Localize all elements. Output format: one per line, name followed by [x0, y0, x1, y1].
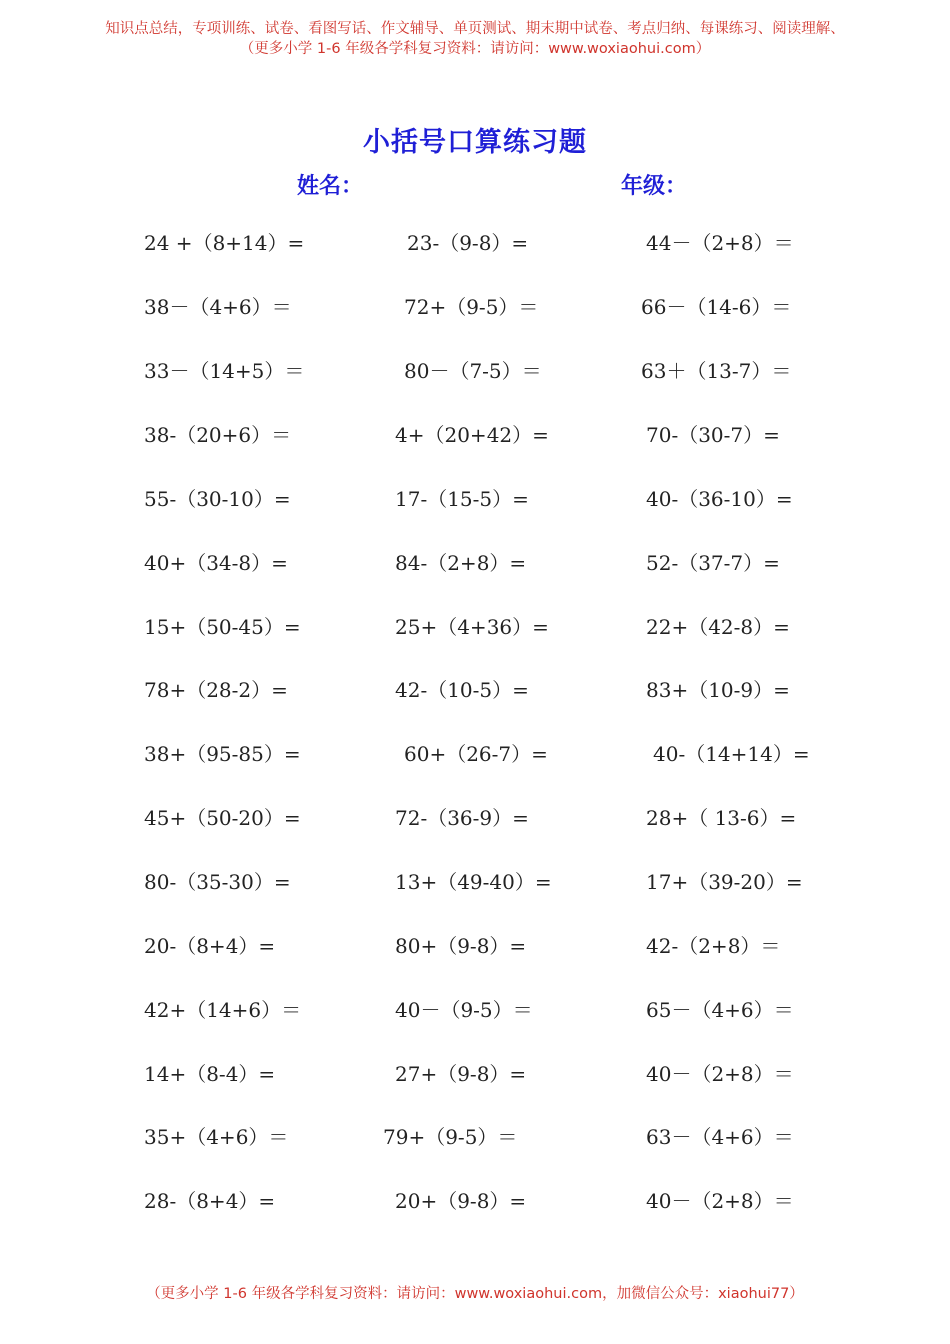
problem-item: 72+（9-5）＝	[404, 295, 539, 319]
problem-item: 14+（8-4）=	[144, 1062, 276, 1086]
problem-item: 55-（30-10）=	[144, 487, 291, 511]
problem-item: 40－（2+8）＝	[646, 1189, 794, 1213]
problem-item: 40－（9-5）＝	[395, 998, 533, 1022]
problem-item: 72-（36-9）=	[395, 806, 529, 830]
problem-item: 65－（4+6）＝	[646, 998, 794, 1022]
problem-item: 17-（15-5）=	[395, 487, 529, 511]
problem-item: 80-（35-30）=	[144, 870, 291, 894]
header-website-line: （更多小学 1-6 年级各学科复习资料：请访问：www.woxiaohui.com）	[239, 41, 711, 57]
problem-item: 63－（4+6）＝	[646, 1125, 794, 1149]
problem-item: 83+（10-9）=	[646, 678, 790, 702]
problem-item: 28+（ 13-6）=	[646, 806, 797, 830]
name-label: 姓名：	[297, 173, 364, 199]
problem-item: 13+（49-40）=	[395, 870, 552, 894]
problem-item: 42-（10-5）=	[395, 678, 529, 702]
problem-item: 45+（50-20）=	[144, 806, 301, 830]
problem-item: 80－（7-5）＝	[404, 359, 542, 383]
problem-item: 20+（9-8）=	[395, 1189, 527, 1213]
problem-item: 70-（30-7）=	[646, 423, 780, 447]
problem-item: 40-（14+14）=	[653, 742, 810, 766]
problem-item: 40－（2+8）＝	[646, 1062, 794, 1086]
problem-item: 22+（42-8）=	[646, 615, 790, 639]
problem-item: 28-（8+4）=	[144, 1189, 276, 1213]
problem-item: 25+（4+36）=	[395, 615, 549, 639]
problem-item: 44－（2+8）＝	[646, 231, 794, 255]
problem-item: 23-（9-8）=	[407, 231, 529, 255]
problem-item: 27+（9-8）=	[395, 1062, 527, 1086]
problem-item: 42+（14+6）＝	[144, 998, 302, 1022]
problem-item: 40+（34-8）=	[144, 551, 288, 575]
problem-item: 38-（20+6）＝	[144, 423, 292, 447]
problem-item: 20-（8+4）=	[144, 934, 276, 958]
problem-item: 80+（9-8）=	[395, 934, 527, 958]
problem-item: 35+（4+6）＝	[144, 1125, 289, 1149]
problem-item: 38－（4+6）＝	[144, 295, 292, 319]
grade-label: 年级：	[621, 173, 688, 199]
problem-item: 52-（37-7）=	[646, 551, 780, 575]
header-resources-line: 知识点总结，专项训练、试卷、看图写话、作文辅导、单页测试、期末期中试卷、考点归纳、每课练习、阅读理解、	[105, 21, 845, 37]
problem-item: 24 +（8+14）=	[144, 231, 305, 255]
problem-item: 84-（2+8）=	[395, 551, 527, 575]
problem-item: 38+（95-85）=	[144, 742, 301, 766]
page-title: 小括号口算练习题	[363, 127, 587, 158]
problem-item: 63＋（13-7）＝	[641, 359, 792, 383]
problem-item: 17+（39-20）=	[646, 870, 803, 894]
problem-item: 66－（14-6）＝	[641, 295, 792, 319]
problem-item: 60+（26-7）=	[404, 742, 548, 766]
footer-website-line: （更多小学 1-6 年级各学科复习资料：请访问：www.woxiaohui.com，加微信公众号：xiaohui77）	[146, 1286, 804, 1302]
problem-item: 42-（2+8）＝	[646, 934, 781, 958]
problem-item: 40-（36-10）=	[646, 487, 793, 511]
problem-item: 4+（20+42）=	[395, 423, 549, 447]
problem-item: 33－（14+5）＝	[144, 359, 305, 383]
problem-item: 15+（50-45）=	[144, 615, 301, 639]
problem-item: 78+（28-2）=	[144, 678, 288, 702]
problem-item: 79+（9-5）＝	[383, 1125, 518, 1149]
